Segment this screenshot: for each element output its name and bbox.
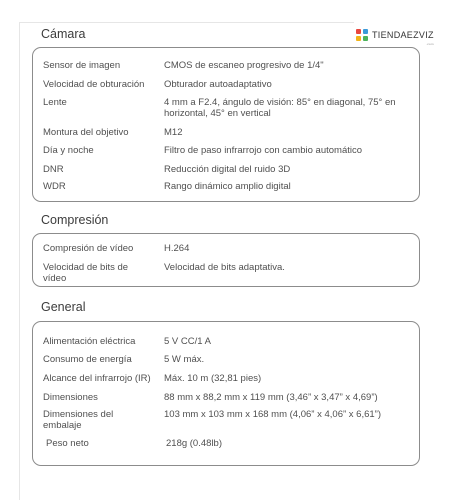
- spec-key: WDR: [43, 181, 66, 192]
- spec-key: Montura del objetivo: [43, 127, 129, 138]
- spec-key: Alcance del infrarrojo (IR): [43, 373, 151, 384]
- section-title-compresion: Compresión: [41, 213, 109, 227]
- section-title-camara: Cámara: [41, 27, 86, 41]
- spec-value: CMOS de escaneo progresivo de 1/4": [164, 60, 324, 71]
- spec-value: Rango dinámico amplio digital: [164, 181, 291, 192]
- spec-value: Filtro de paso infrarrojo con cambio automático: [164, 145, 363, 156]
- spec-key: Día y noche: [43, 145, 94, 156]
- spec-key: Peso neto: [46, 438, 89, 449]
- spec-value: Máx. 10 m (32,81 pies): [164, 373, 262, 384]
- spec-key: Dimensiones del embalaje: [43, 409, 114, 431]
- spec-value: M12: [164, 127, 183, 138]
- specs-box-compresion: [32, 233, 420, 287]
- top-divider: [19, 22, 354, 23]
- spec-key: DNR: [43, 164, 64, 175]
- spec-key: Sensor de imagen: [43, 60, 121, 71]
- brand-sub: .com: [426, 41, 434, 46]
- spec-key: Consumo de energía: [43, 354, 132, 365]
- left-divider: [19, 22, 20, 500]
- spec-key: Velocidad de bits de vídeo: [43, 262, 129, 284]
- brand-name-text: TIENDAEZVIZ: [372, 29, 434, 40]
- spec-value: 5 W máx.: [164, 354, 205, 365]
- spec-value: Obturador autoadaptativo: [164, 79, 272, 90]
- spec-key: Compresión de vídeo: [43, 243, 134, 254]
- spec-value: Reducción digital del ruido 3D: [164, 164, 291, 175]
- specs-box-general: [32, 321, 420, 466]
- spec-value: 88 mm x 88,2 mm x 119 mm (3,46” x 3,47” x 4,69”): [164, 392, 378, 403]
- brand-name: [372, 29, 434, 46]
- spec-key: Alimentación eléctrica: [43, 336, 136, 347]
- spec-value: 218g (0.48lb): [166, 438, 222, 449]
- spec-value: 5 V CC/1 A: [164, 336, 211, 347]
- section-title-general: General: [41, 300, 86, 314]
- spec-key: Velocidad de obturación: [43, 79, 145, 90]
- spec-key: Lente: [43, 97, 67, 108]
- spec-value: 103 mm x 103 mm x 168 mm (4,06” x 4,06” x 6,61”): [164, 409, 381, 420]
- brand-logo: [356, 29, 434, 46]
- spec-value: Velocidad de bits adaptativa.: [164, 262, 285, 273]
- spec-value: H.264: [164, 243, 190, 254]
- specs-box-camara: [32, 47, 420, 202]
- brand-icon: [356, 29, 368, 41]
- spec-value: 4 mm a F2.4, ángulo de visión: 85° en diagonal, 75° en horizontal, 45° en vertical: [164, 97, 396, 119]
- spec-key: Dimensiones: [43, 392, 98, 403]
